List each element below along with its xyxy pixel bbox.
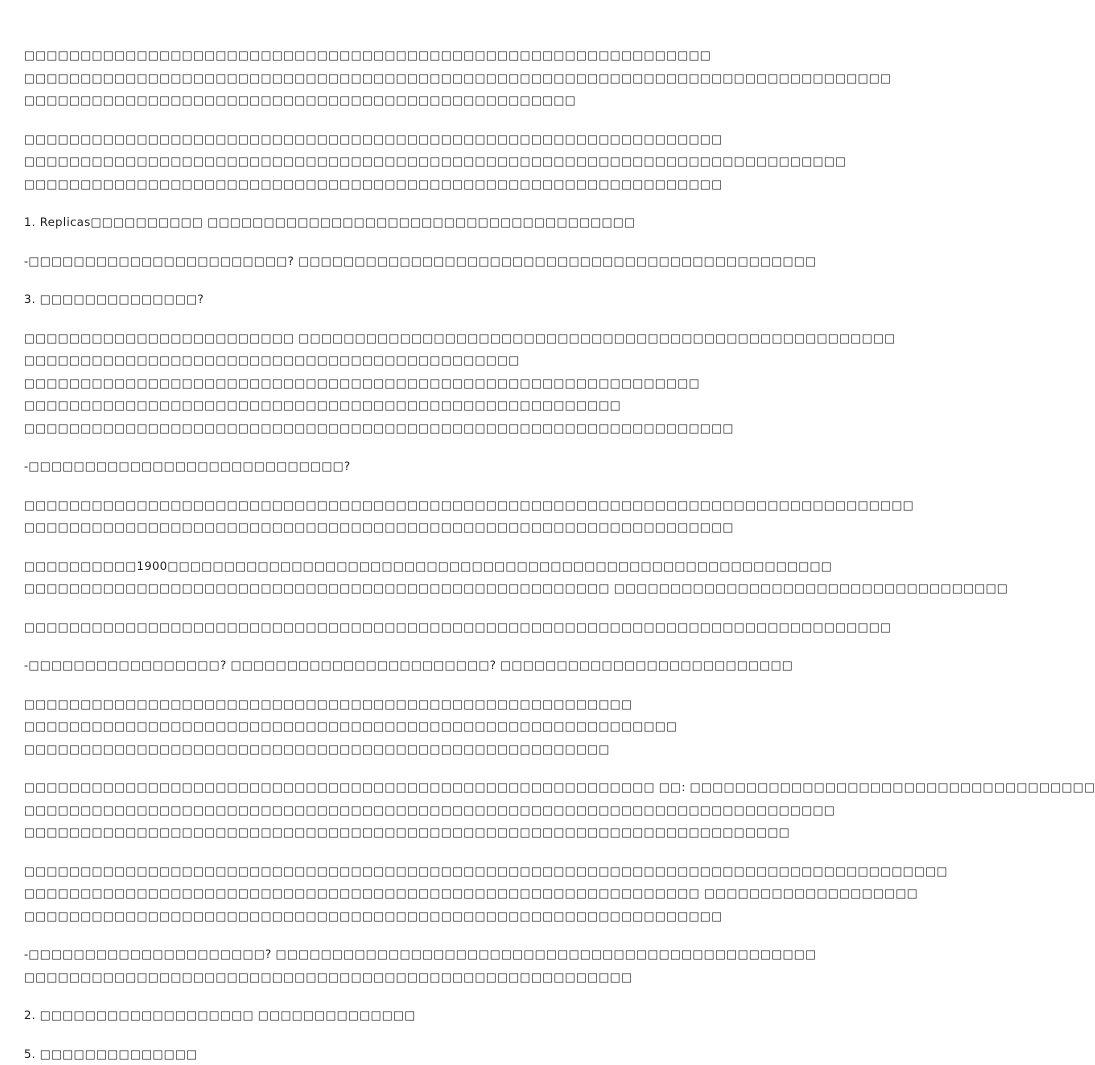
list-item-3 — [24, 288, 696, 311]
text-line: □□□□□□□□□□□□□□□□□□□□□□□□□□□□□□□□□□□□□□□□□□□□□□□□□□□□□□□□□□□□□□□ — [24, 417, 696, 440]
text-line: □□□□□□□□□□□□□□□□□□□□□□□□□□□□□□□□□□□□□□□□□□□□□□□□□□□□□□□□□□□□□□□□□□□□□□□□□□□□□ — [24, 67, 696, 90]
text-line: □□□□□□□□□□□□□□□□□□□□□□□□□□□□□□□□□□□□□□□□□□□□□□□□□ — [24, 89, 696, 112]
text-line: □□□□□□□□□□□□□□□□□□□□□□□□□□□□□□□□□□□□□□□□□□□□□□□□□□□□□□□□□□□□□□□ — [24, 516, 696, 539]
text-line: -□□□□□□□□□□□□□□□□□□□□□□□□□□□□? — [24, 455, 696, 478]
paragraph-1 — [24, 44, 696, 112]
text-line: □□□□□□□□□□□□□□□□□□□□□□□□□□□□□□□□□□□□□□□□□□□□□□□□□□□□□□□□□□□□□□□□□□□□□□□□□ — [24, 150, 696, 173]
text-line: □□□□□□□□□□□□□□□□□□□□□□□□□□□□□□□□□□□□□□□□□□□□□□□□□□□□ — [24, 738, 696, 761]
list-item-2 — [24, 1004, 696, 1027]
text-line: 1. Replicas□□□□□□□□□□ □□□□□□□□□□□□□□□□□□□□□□□□□□□□□□□□□□□□□□ — [24, 211, 696, 234]
text-line: 5. □□□□□□□□□□□□□□ — [24, 1043, 696, 1065]
dash-question-3 — [24, 654, 696, 677]
text-line: □□□□□□□□□□□□□□□□□□□□□□□□□□□□□□□□□□□□□□□□□□□□□□□□□□□□□□ — [24, 966, 696, 989]
text-line: □□□□□□□□□□□□□□□□□□□□□□□□□□□□□□□□□□□□□□□□□□□□ — [24, 349, 696, 372]
text-line: □□□□□□□□□□□□□□□□□□□□□□□□□□□□□□□□□□□□□□□□□□□□□□□□□□□□□□□□□□□□□□□□□□□□□□□□□□□□□□□ — [24, 494, 696, 517]
text-line: □□□□□□□□□□□□□□□□□□□□□□□□□□□□□□□□□□□□□□□□□□□□□□□□□□□□□□□□□□□□□□ — [24, 173, 696, 196]
text-line: □□□□□□□□□□□□□□□□□□□□□□□□□□□□□□□□□□□□□□□□□□□□□□□□□□□□□□□□□□□□□□ — [24, 128, 696, 151]
text-line: □□□□□□□□□□□□□□□□□□□□□□□□ □□□□□□□□□□□□□□□□□□□□□□□□□□□□□□□□□□□□□□□□□□□□□□□□□□□□□ — [24, 327, 696, 350]
dash-question-1 — [24, 250, 696, 273]
text-line: □□□□□□□□□□1900□□□□□□□□□□□□□□□□□□□□□□□□□□□□□□□□□□□□□□□□□□□□□□□□□□□□□□□□□□□ — [24, 555, 696, 578]
paragraph-5 — [24, 555, 696, 600]
text-line: □□□□□□□□□□□□□□□□□□□□□□□□□□□□□□□□□□□□□□□□□□□□□□□□□□□□□□□□□□□□□□□□□□□□□□□□□□□□□□□□□□ — [24, 860, 696, 883]
text-line: □□□□□□□□□□□□□□□□□□□□□□□□□□□□□□□□□□□□□□□□□□□□□□□□□□□□□□□□□□□□□□□□□□□□□□□□□□□□□ — [24, 616, 696, 639]
paragraph-9 — [24, 860, 696, 928]
document-body — [24, 44, 696, 1065]
text-line: □□□□□□□□□□□□□□□□□□□□□□□□□□□□□□□□□□□□□□□□□□□□□□□□□□□□□□ — [24, 693, 696, 716]
text-line: □□□□□□□□□□□□□□□□□□□□□□□□□□□□□□□□□□□□□□□□□□□□□□□□□□□□ □□□□□□□□□□□□□□□□□□□□□□□□□□□□□□□□□□□ — [24, 577, 696, 600]
text-line: □□□□□□□□□□□□□□□□□□□□□□□□□□□□□□□□□□□□□□□□□□□□□□□□□□□□□□□□□□□□□ — [24, 44, 696, 67]
paragraph-8 — [24, 776, 696, 844]
text-line: □□□□□□□□□□□□□□□□□□□□□□□□□□□□□□□□□□□□□□□□□□□□□□□□□□□□□□□□□□□□□□□□□□□□ — [24, 821, 696, 844]
paragraph-7 — [24, 693, 696, 761]
text-line: □□□□□□□□□□□□□□□□□□□□□□□□□□□□□□□□□□□□□□□□□□□□□□□□□□□□□□□□□□□□ □□□□□□□□□□□□□□□□□□□ — [24, 882, 696, 905]
text-line: □□□□□□□□□□□□□□□□□□□□□□□□□□□□□□□□□□□□□□□□□□□□□□□□□□□□□ — [24, 394, 696, 417]
dash-question-2 — [24, 455, 696, 478]
text-line: -□□□□□□□□□□□□□□□□□□□□□□□? □□□□□□□□□□□□□□□□□□□□□□□□□□□□□□□□□□□□□□□□□□□□□□ — [24, 250, 696, 273]
text-line: □□□□□□□□□□□□□□□□□□□□□□□□□□□□□□□□□□□□□□□□□□□□□□□□□□□□□□□□□□□□□□ — [24, 905, 696, 928]
text-line: □□□□□□□□□□□□□□□□□□□□□□□□□□□□□□□□□□□□□□□□□□□□□□□□□□□□□□□□□□ — [24, 715, 696, 738]
text-line: 3. □□□□□□□□□□□□□□? — [24, 288, 696, 311]
text-line: □□□□□□□□□□□□□□□□□□□□□□□□□□□□□□□□□□□□□□□□□□□□□□□□□□□□□□□□□□□□ — [24, 372, 696, 395]
text-line: □□□□□□□□□□□□□□□□□□□□□□□□□□□□□□□□□□□□□□□□□□□□□□□□□□□□□□□□□□□□□□□□□□□□□□□□ — [24, 799, 696, 822]
paragraph-6 — [24, 616, 696, 639]
list-item-1 — [24, 211, 696, 234]
paragraph-2 — [24, 128, 696, 196]
text-line: -□□□□□□□□□□□□□□□□□□□□□? □□□□□□□□□□□□□□□□□□□□□□□□□□□□□□□□□□□□□□□□□□□□□□□□ — [24, 943, 696, 966]
dash-question-4 — [24, 943, 696, 988]
text-line: -□□□□□□□□□□□□□□□□□? □□□□□□□□□□□□□□□□□□□□□□□? □□□□□□□□□□□□□□□□□□□□□□□□□□ — [24, 654, 696, 677]
paragraph-4 — [24, 494, 696, 539]
list-item-5 — [24, 1043, 696, 1065]
text-line: 2. □□□□□□□□□□□□□□□□□□□ □□□□□□□□□□□□□□ — [24, 1004, 696, 1027]
text-line: □□□□□□□□□□□□□□□□□□□□□□□□□□□□□□□□□□□□□□□□□□□□□□□□□□□□□□□□ □□: □□□□□□□□□□□□□□□□□□□□□□□□□□□□□□□□□□□□ — [24, 776, 696, 799]
paragraph-3 — [24, 327, 696, 440]
